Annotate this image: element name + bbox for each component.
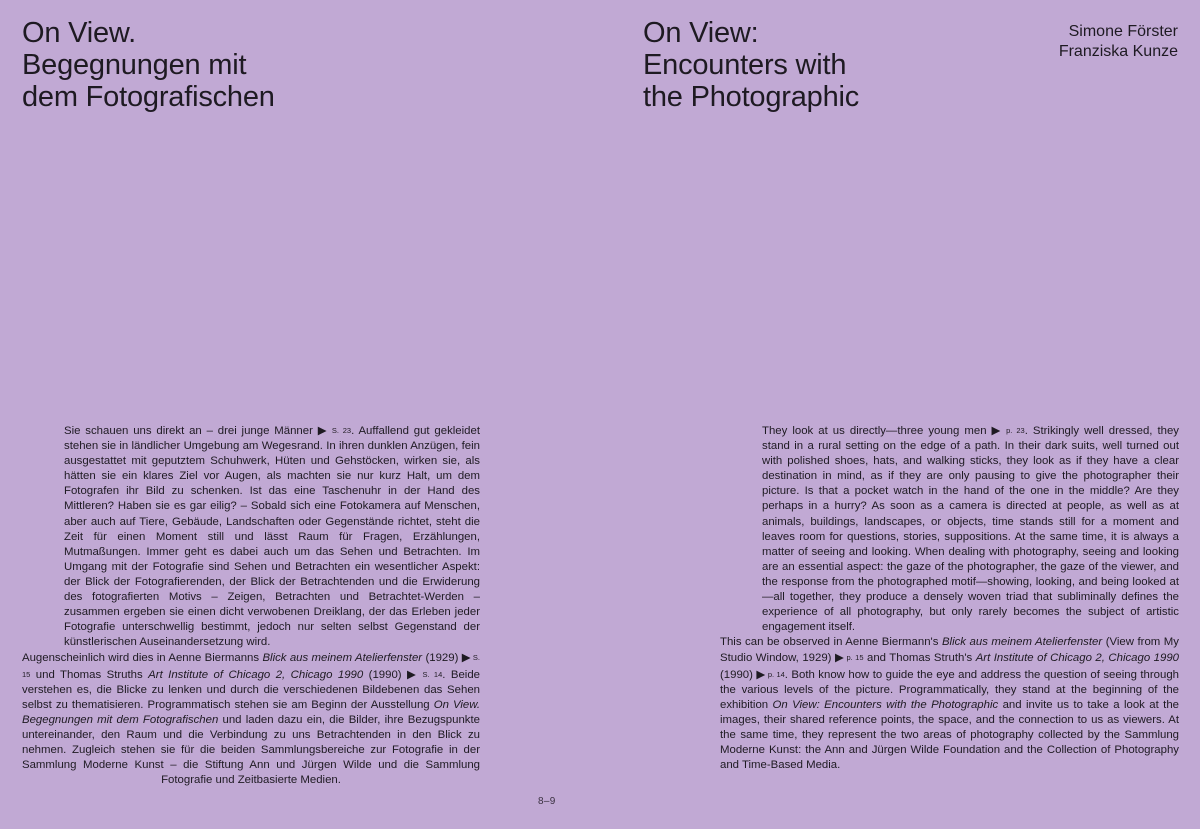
page-title-german [22,17,275,113]
text-run: (1990) ▶ [363,668,419,681]
text-run: und Thomas Struths [30,668,149,681]
author-name: Franziska Kunze [1058,43,1178,60]
page-reference: p. 15 [844,653,864,663]
paragraph-intro-german [22,423,480,650]
text-run: (View from My Studio Window, 1929) ▶ [720,636,1179,665]
text-run: . Strikingly well dressed, they stand in a rural setting on the edge of a path. In their dark suits, well turned out with polished shoes, hats, and walking sticks, they look as if they have a clear destination in mind, as if they are only pausing to give the photographer their picture. Is that a pocket watch in the hand of the one in the middle? Are they perhaps in a hurry? As soon as a camera is directed at people, as well as at animals, buildings, landscapes, or objects, time stands still for a moment and leaves room for questions, stories, suppositions. At the same time, it is always a matter of seeing and looking. When dealing with photography, seeing and looking are an essential aspect: the gaze of the photographer, the gaze of the viewer, and the response from the photographed motif—showing, looking, and being looked at—all together, they produce a densely woven triad that subliminally defines the experience of all photography, but only rarely becomes the subject of artistic engagement itself. [762,425,1180,634]
text-run: . Beide verstehen es, die Blicke zu lenken und durch die verschiedenen Bildebenen das Sehen selbst zu thematisieren. Programmatisch stehen sie am Beginn der Ausstellung [22,668,480,711]
title-line: the Photographic [643,81,860,113]
title-line: dem Fotografischen [22,81,275,113]
text-run: They look at us directly—three young men ▶ [762,425,1003,437]
page-reference: p. 14 [765,669,785,679]
text-run: (1990) ▶ [720,668,766,681]
paragraph-second-english [720,635,1179,773]
title-line: Encounters with [643,49,847,81]
page-numbers: 8–9 [538,796,556,807]
author-names [1059,22,1178,62]
text-run: This can be observed in Aenne Biermann's [720,636,942,649]
text-run: (1929) ▶ [422,652,471,665]
paragraph-intro-english [720,423,1179,635]
italic-title: Art Institute of Chicago 2, Chicago 1990 [975,652,1180,665]
text-run: und laden dazu ein, die Bilder, ihre Bezugspunkte untereinander, den Raum und die Verbindung zu uns Betrachtenden in den Blick zu nehmen. Zugleich stehen sie für die beiden Sammlungsbereiche zur Fotografie in der Sammlung Moderne Kunst – die Stiftung Ann und Jürgen Wilde und die Sammlung Fotografie und Zeitbasierte Medien. [22,713,480,787]
paragraph-second-german [22,650,480,788]
text-run: . Auffallend gut gekleidet stehen sie in ländlicher Umgebung am Wegesrand. In ihren dunklen Anzügen, fein ausgestattet mit geputztem Schuhwerk, Hüten und Gehstöcken, wirken sie, als hätten sie ein klares Ziel vor Augen, als machten sie nur kurz Halt, um dem Fotografen ihr Bild zu schenken. Ist das eine Taschenuhr in der Hand des Mittleren? Haben sie es gar eilig? – Sobald sich eine Fotokamera auf Menschen, aber auch auf Tiere, Gebäude, Landschaften oder Gegenstände richtet, steht die Zeit für einen Moment still und lässt Raum für Fragen, Erzählungen, Mutmaßungen. Immer geht es dabei auch um das Sehen und Betrachten. Im Umgang mit der Fotografie sind Sehen und Betrachten ein wesentlicher Aspekt: der Blick der Fotografierenden, der Blick der Betrachtenden und die Erwiderung des fotografierten Motivs – Zeigen, Betrachten und Betrachtet-Werden – zusammen ergeben sie einen dicht verwobenen Dreiklang, der das Erleben jeder Fotografie unterschwellig bestimmt, jedoch nur selten selbst Gegenstand der künstlerischen Auseinandersetzung wird. [64,425,480,649]
title-line: Begegnungen mit [22,49,247,81]
text-run: and Thomas Struth's [863,652,976,665]
text-run: . Both know how to guide the eye and address the question of seeing through the various levels of the picture. Programmatically, they stand at the beginning of the exhibition [720,668,1179,711]
page-reference: S. 15 [22,653,481,679]
text-run: Augenscheinlich wird dies in Aenne Biermanns [22,652,263,665]
title-line: On View. [22,17,136,49]
page-reference: S. 23 [328,426,352,435]
page-reference: S. 14 [418,669,443,679]
italic-title: Art Institute of Chicago 2, Chicago 1990 [148,668,364,681]
page-title-english [643,17,859,113]
italic-title: Blick aus meinem Atelierfenster [262,652,423,665]
italic-title: On View. Begegnungen mit dem Fotografischen [22,698,481,726]
body-text-english [720,423,1179,773]
italic-title: Blick aus meinem Atelierfenster [941,636,1103,649]
body-text-german [22,423,480,788]
right-page-english [600,0,1200,829]
text-run: and invite us to take a look at the images, their shared reference points, the space, and the connection to us as viewers. At the same time, they represent the two areas of photography collected by the Sammlung Moderne Kunst: the Ann and Jürgen Wilde Foundation and the Collection of Photography and Time-Based Media. [720,698,1179,772]
text-run: Sie schauen uns direkt an – drei junge Männer ▶ [64,425,329,437]
title-line: On View: [643,17,759,49]
author-name: Simone Förster [1068,23,1178,40]
page-reference: p. 23 [1002,426,1025,435]
italic-title: On View: Encounters with the Photographic [772,698,999,711]
